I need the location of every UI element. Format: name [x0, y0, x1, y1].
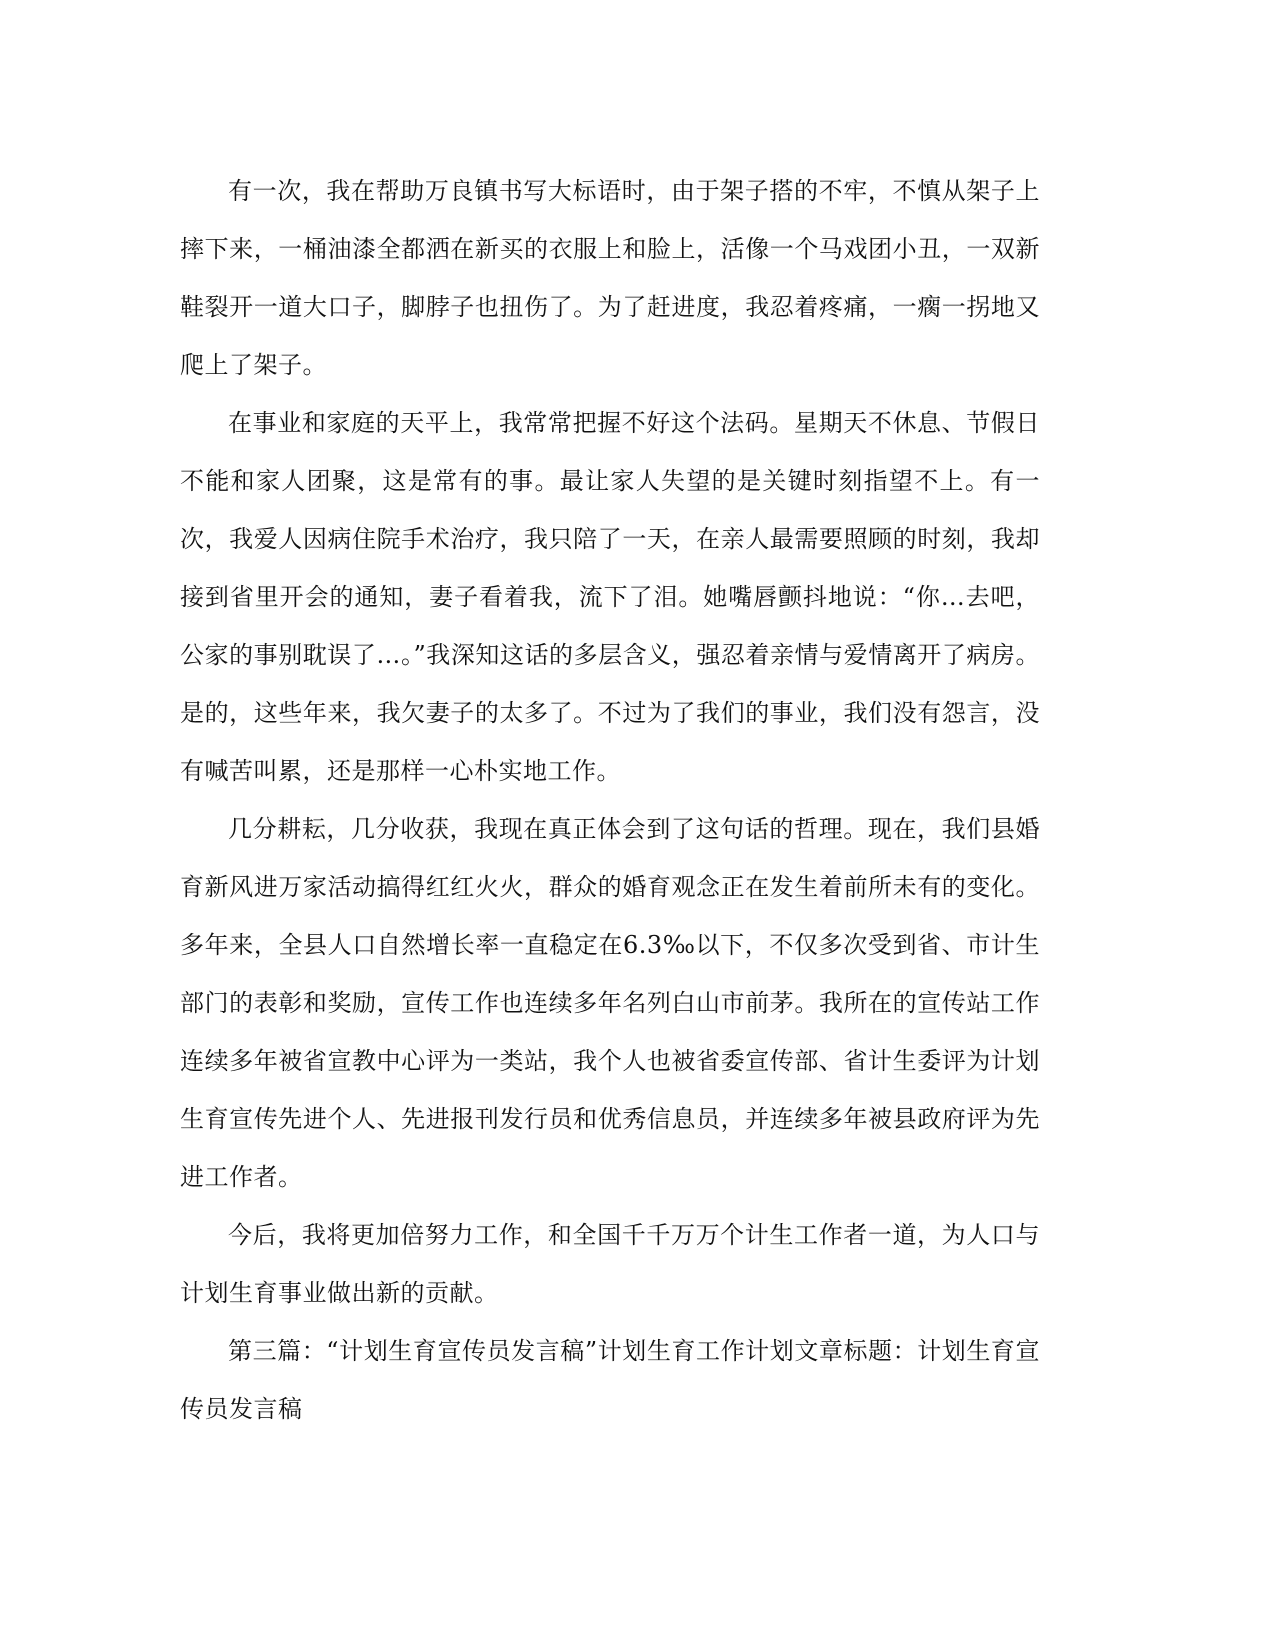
- paragraph-1: 有一次，我在帮助万良镇书写大标语时，由于架子搭的不牢，不慎从架子上摔下来，一桶油漆全都洒在新买的衣服上和脸上，活像一个马戏团小丑，一双新鞋裂开一道大口子，脚脖子也扭伤了。为了赶进度，我忍着疼痛，一瘸一拐地又爬上了架子。: [180, 177, 1040, 379]
- document-page: [180, 162, 1040, 1438]
- paragraph-5: 第三篇：“计划生育宣传员发言稿”计划生育工作计划文章标题：计划生育宣传员发言稿: [180, 1337, 1040, 1423]
- paragraph-3: 几分耕耘，几分收获，我现在真正体会到了这句话的哲理。现在，我们县婚育新风进万家活动搞得红红火火，群众的婚育观念正在发生着前所未有的变化。多年来，全县人口自然增长率一直稳定在6.3‰以下，不仅多次受到省、市计生部门的表彰和奖励，宣传工作也连续多年名列白山市前茅。我所在的宣传站工作连续多年被省宣教中心评为一类站，我个人也被省委宣传部、省计生委评为计划生育宣传先进个人、先进报刊发行员和优秀信息员，并连续多年被县政府评为先进工作者。: [180, 815, 1040, 1191]
- paragraph-4: 今后，我将更加倍努力工作，和全国千千万万个计生工作者一道，为人口与计划生育事业做出新的贡献。: [180, 1221, 1040, 1307]
- paragraph-2: 在事业和家庭的天平上，我常常把握不好这个法码。星期天不休息、节假日不能和家人团聚，这是常有的事。最让家人失望的是关键时刻指望不上。有一次，我爱人因病住院手术治疗，我只陪了一天，在亲人最需要照顾的时刻，我却接到省里开会的通知，妻子看着我，流下了泪。她嘴唇颤抖地说：“你…去吧，公家的事别耽误了…。”我深知这话的多层含义，强忍着亲情与爱情离开了病房。是的，这些年来，我欠妻子的太多了。不过为了我们的事业，我们没有怨言，没有喊苦叫累，还是那样一心朴实地工作。: [180, 409, 1040, 785]
